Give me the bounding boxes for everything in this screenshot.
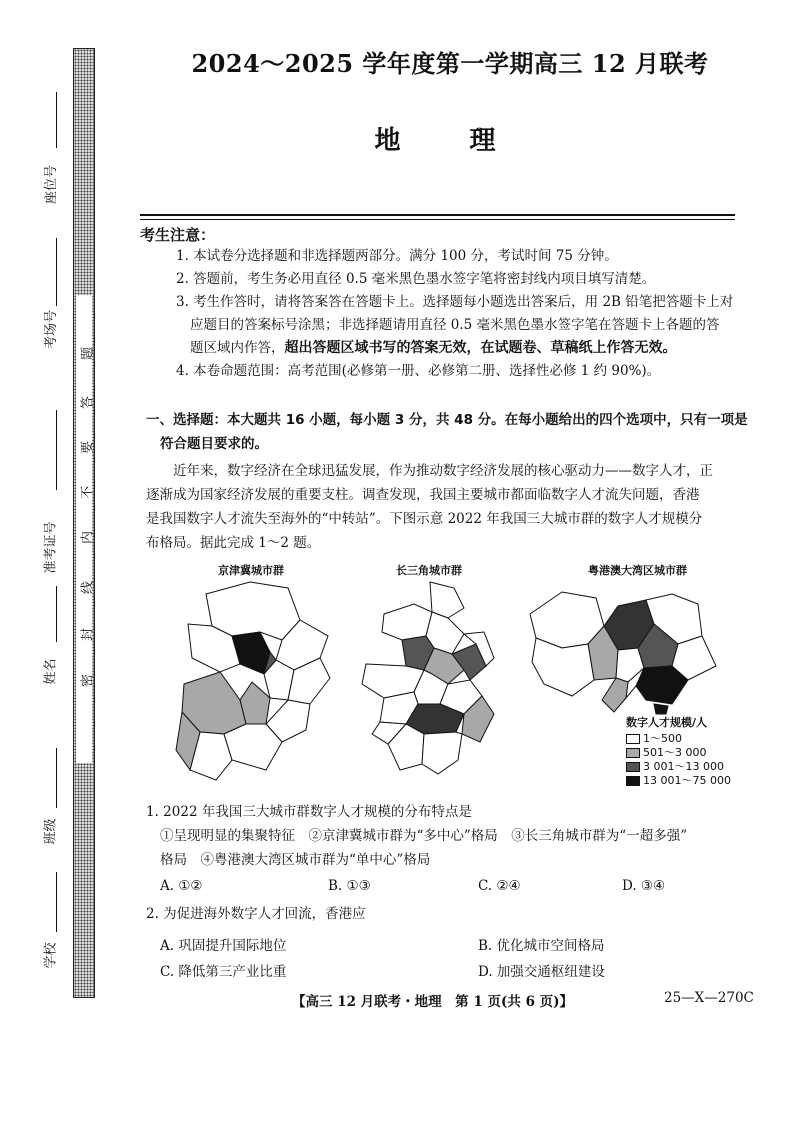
notice-item: 1. 本试卷分选择题和非选择题两部分。满分 100 分，考试时间 75 分钟。 <box>176 248 618 264</box>
seal-char: 线 <box>80 581 96 595</box>
seal-char: 封 <box>80 628 96 642</box>
map-yangtze-delta <box>344 574 514 788</box>
seal-char: 密 <box>80 674 96 688</box>
paper-code: 25—X—270C <box>664 990 754 1006</box>
legend-label: 1～500 <box>643 732 682 745</box>
seal-char: 题 <box>80 347 96 361</box>
q2-option-a[interactable]: A. 巩固提升国际地位 <box>160 938 287 954</box>
notice-item-cont: 应题目的答案标号涂黑；非选择题请用直径 0.5 毫米黑色墨水签字笔在答题卡上各题的答 <box>190 317 720 333</box>
admission-number-label: 准考证号 <box>43 521 59 574</box>
seat-number-label: 座位号 <box>44 164 60 205</box>
notice-item: 4. 本卷命题范围：高考范围(必修第一册、必修第二册、选择性必修 1 约 90%)。 <box>176 363 661 379</box>
exam-title: 2024～2025 学年度第一学期高三 12 月联考 <box>191 49 709 78</box>
section-title: 一、选择题：本大题共 16 小题，每小题 3 分，共 48 分。在每小题给出的四个选项中，只有一项是 <box>146 412 748 428</box>
question-1-statements: ①呈现明显的集聚特征 ②京津冀城市群为“多中心”格局 ③长三角城市群为“一超多强” <box>160 828 688 844</box>
q1-option-c[interactable]: C. ②④ <box>478 878 521 894</box>
section-title-cont: 符合题目要求的。 <box>160 436 268 452</box>
class-line[interactable] <box>56 748 57 808</box>
legend-swatch <box>626 762 640 772</box>
map-jingjinji <box>170 574 340 788</box>
notice-item-cont <box>176 337 736 360</box>
seal-char: 不 <box>80 486 96 500</box>
seal-char: 要 <box>80 441 96 455</box>
legend-swatch <box>626 748 640 758</box>
legend-swatch <box>626 734 640 744</box>
passage-line: 近年来，数字经济在全球迅猛发展，作为推动数字经济发展的核心驱动力——数字人才，正 <box>173 463 713 479</box>
question-2-stem: 2. 为促进海外数字人才回流，香港应 <box>146 906 366 922</box>
admission-number-line[interactable] <box>56 410 57 490</box>
q1-option-d[interactable]: D. ③④ <box>622 878 666 894</box>
q2-option-d[interactable]: D. 加强交通枢纽建设 <box>478 964 605 980</box>
map-title-csj: 长三角城市群 <box>396 564 462 577</box>
legend-item <box>626 732 731 746</box>
q1-option-b[interactable]: B. ①③ <box>328 878 371 894</box>
legend-label: 501～3 000 <box>643 746 707 759</box>
passage <box>146 459 756 555</box>
legend-title: 数字人才规模/人 <box>626 716 708 729</box>
question-1-statements-cont: 格局 ④粤港澳大湾区城市群为“单中心”格局 <box>160 852 431 868</box>
legend-item <box>626 760 731 774</box>
notice-item-tail: 题区域内作答， <box>190 340 285 356</box>
binding-strip-inner <box>76 295 92 763</box>
header-rule-thick <box>140 214 735 216</box>
subject-title: 地 理 <box>374 126 526 156</box>
map-legend <box>626 716 731 788</box>
name-label: 姓名 <box>43 658 59 685</box>
q2-option-b[interactable]: B. 优化城市空间格局 <box>478 938 605 954</box>
seal-char: 答 <box>80 396 96 410</box>
exam-room-line[interactable] <box>56 238 57 306</box>
q2-option-c[interactable]: C. 降低第三产业比重 <box>160 964 287 980</box>
map-title-jjj: 京津冀城市群 <box>218 564 284 577</box>
legend-label: 3 001～13 000 <box>643 760 724 773</box>
passage-line: 逐渐成为国家经济发展的重要支柱。调查发现，我国主要城市都面临数字人才流失问题，香港 <box>146 487 700 503</box>
legend-item <box>626 774 731 788</box>
name-line[interactable] <box>56 586 57 642</box>
school-line[interactable] <box>56 872 57 932</box>
legend-item <box>626 746 731 760</box>
header-rule-thin <box>140 219 735 220</box>
legend-label: 13 001～75 000 <box>643 774 731 787</box>
passage-line: 是我国数字人才流失至海外的“中转站”。下图示意 2022 年我国三大城市群的数字人才规模分 <box>146 511 703 527</box>
map-greater-bay-area <box>522 574 722 724</box>
legend-swatch <box>626 776 640 786</box>
notice-item: 2. 答题前，考生务必用直径 0.5 毫米黑色墨水签字笔将密封线内项目填写清楚。 <box>176 271 656 287</box>
section-heading <box>146 408 756 456</box>
binding-strip <box>73 48 95 998</box>
q1-option-a[interactable]: A. ①② <box>160 878 203 894</box>
notice-heading: 考生注意： <box>140 226 216 244</box>
map-title-gba: 粤港澳大湾区城市群 <box>588 564 687 577</box>
passage-line: 布格局。据此完成 1～2 题。 <box>146 535 321 551</box>
notice-bold-warning: 超出答题区域书写的答案无效，在试题卷、草稿纸上作答无效。 <box>284 340 677 356</box>
class-label: 班级 <box>43 818 59 845</box>
question-1-stem: 1. 2022 年我国三大城市群数字人才规模的分布特点是 <box>146 804 472 820</box>
school-label: 学校 <box>43 942 59 969</box>
seal-char: 内 <box>80 531 96 545</box>
exam-room-label: 考场号 <box>44 309 60 350</box>
notice-list <box>176 245 736 383</box>
page-footer: 【高三 12 月联考・地理 第 1 页(共 6 页)】 <box>292 994 574 1010</box>
notice-item: 3. 考生作答时，请将答案答在答题卡上。选择题每小题选出答案后，用 2B 铅笔把答题卡上对 <box>176 294 734 310</box>
seat-number-line[interactable] <box>56 92 57 148</box>
